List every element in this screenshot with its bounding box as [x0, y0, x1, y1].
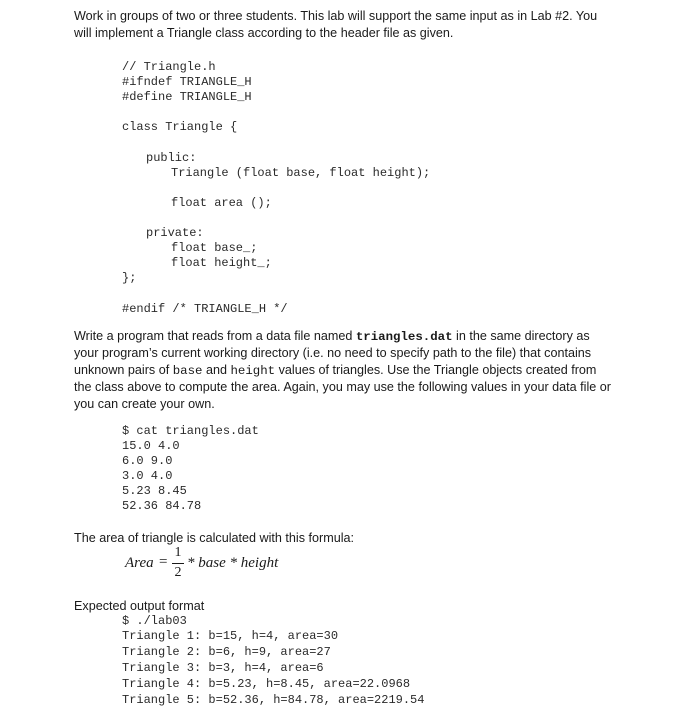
description-text: unknown pairs of	[74, 363, 173, 377]
output-line: Triangle 4: b=5.23, h=8.45, area=22.0968	[122, 677, 411, 691]
data-file-command: $ cat triangles.dat	[122, 424, 259, 438]
description-line-3	[74, 362, 596, 380]
code-area-method: float area ();	[171, 196, 272, 210]
data-file-row: 6.0 9.0	[122, 454, 173, 468]
formula-equals: =	[159, 554, 168, 570]
fraction-bar	[172, 563, 184, 564]
formula-denominator: 2	[174, 565, 182, 580]
description-text: Write a program that reads from a data file named	[74, 329, 356, 343]
formula-rhs: * base * height	[187, 555, 279, 571]
description-text: values of triangles. Use the Triangle objects created from	[275, 363, 597, 377]
output-heading: Expected output format	[74, 599, 205, 613]
description-line-5: you can create your own.	[74, 397, 215, 411]
description-line-4: the class above to compute the area. Again, you may use the following values in your data file or	[74, 380, 611, 394]
formula-lhs: Area	[125, 555, 154, 571]
data-file-row: 15.0 4.0	[122, 439, 180, 453]
code-constructor: Triangle (float base, float height);	[171, 166, 431, 180]
code-close: };	[122, 271, 137, 285]
description-text: in the same directory as	[452, 329, 590, 343]
data-file-row: 3.0 4.0	[122, 469, 173, 483]
code-field-base: float base_;	[171, 241, 258, 255]
code-class-decl: class Triangle {	[122, 120, 238, 134]
output-line: Triangle 5: b=52.36, h=84.78, area=2219.54	[122, 693, 425, 707]
code-private: private:	[146, 226, 204, 240]
output-line: Triangle 2: b=6, h=9, area=27	[122, 645, 331, 659]
output-line: Triangle 1: b=15, h=4, area=30	[122, 629, 339, 643]
description-line-1	[74, 328, 590, 346]
description-line-2: your program’s current working directory (i.e. no need to specify path to the file) that contains	[74, 346, 592, 360]
formula-intro: The area of triangle is calculated with this formula:	[74, 531, 354, 545]
intro-line-1: Work in groups of two or three students. This lab will support the same input as in Lab #2. You	[74, 9, 598, 23]
code-endif: #endif /* TRIANGLE_H */	[122, 302, 288, 316]
code-ifndef: #ifndef TRIANGLE_H	[122, 75, 252, 89]
data-file-row: 5.23 8.45	[122, 484, 187, 498]
data-file-name: triangles.dat	[355, 330, 453, 344]
formula-numerator: 1	[174, 545, 182, 560]
output-command: $ ./lab03	[122, 614, 187, 628]
data-file-row: 52.36 84.78	[122, 499, 202, 513]
code-public: public:	[146, 151, 197, 165]
intro-line-2: will implement a Triangle class according to the header file as given.	[74, 26, 454, 40]
code-comment: // Triangle.h	[122, 60, 216, 74]
code-define: #define TRIANGLE_H	[122, 90, 252, 104]
code-word-base: base	[172, 364, 203, 378]
code-field-height: float height_;	[171, 256, 272, 270]
output-line: Triangle 3: b=3, h=4, area=6	[122, 661, 324, 675]
description-text: and	[202, 363, 231, 377]
code-word-height: height	[230, 364, 276, 378]
